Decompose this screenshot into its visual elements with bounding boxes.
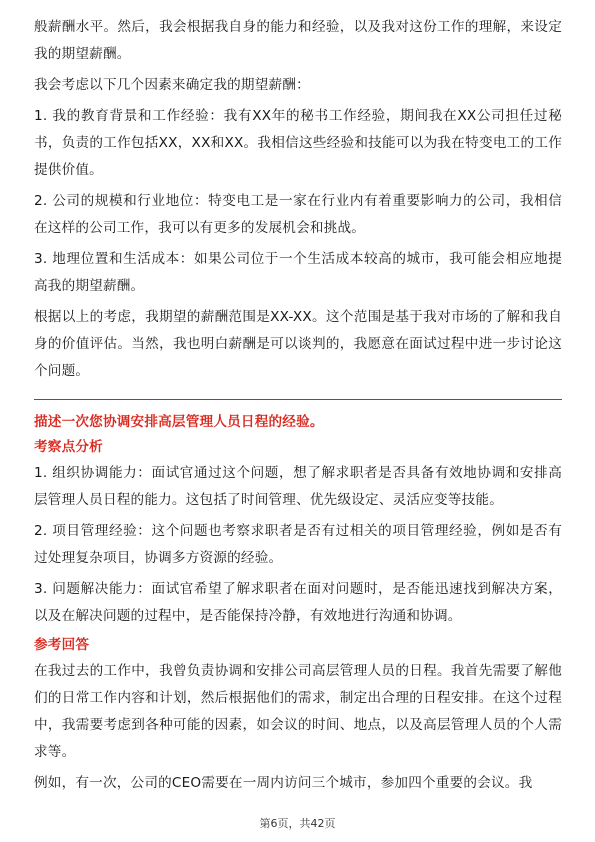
list-item: 2. 公司的规模和行业地位：特变电工是一家在行业内有着重要影响力的公司，我相信在这样的公司工作，我可以有更多的发展机会和挑战。 [34, 193, 562, 236]
list-item: 1. 我的教育背景和工作经验：我有XX年的秘书工作经验，期间我在XX公司担任过秘书，负责的工作包括XX，XX和XX。我相信这些经验和技能可以为我在特变电工的工作提供价值。 [34, 108, 562, 178]
question-title: 描述一次您协调安排高层管理人员日程的经验。 [34, 414, 324, 430]
list-item: 3. 问题解决能力：面试官希望了解求职者在面对问题时，是否能迅速找到解决方案，以及在解决问题的过程中，是否能保持冷静，有效地进行沟通和协调。 [34, 581, 562, 624]
document-page [34, 14, 562, 801]
reference-answer-label: 参考回答 [34, 637, 90, 653]
list-item: 3. 地理位置和生活成本：如果公司位于一个生活成本较高的城市，我可能会相应地提高我的期望薪酬。 [34, 251, 562, 294]
body-paragraph: 我会考虑以下几个因素来确定我的期望薪酬： [34, 77, 310, 93]
list-item: 2. 项目管理经验：这个问题也考察求职者是否有过相关的项目管理经验，例如是否有过处理复杂项目，协调多方资源的经验。 [34, 523, 562, 566]
answer-paragraph: 在我过去的工作中，我曾负责协调和安排公司高层管理人员的日程。我首先需要了解他们的日常工作内容和计划，然后根据他们的需求，制定出合理的日程安排。在这个过程中，我需要考虑到各种可能的因素，如会议的时间、地点，以及高层管理人员的个人需求等。 [34, 663, 562, 760]
body-paragraph: 般薪酬水平。然后，我会根据我自身的能力和经验，以及我对这份工作的理解，来设定我的期望薪酬。 [34, 19, 562, 62]
answer-paragraph: 例如，有一次，公司的CEO需要在一周内访问三个城市，参加四个重要的会议。我 [34, 775, 533, 791]
body-paragraph: 根据以上的考虑，我期望的薪酬范围是XX-XX。这个范围是基于我对市场的了解和我自身的价值评估。当然，我也明白薪酬是可以谈判的，我愿意在面试过程中进一步讨论这个问题。 [34, 309, 562, 379]
page-number: 第6页，共42页 [259, 817, 336, 830]
section-divider [34, 399, 562, 400]
list-item: 1. 组织协调能力：面试官通过这个问题，想了解求职者是否具备有效地协调和安排高层管理人员日程的能力。这包括了时间管理、优先级设定、灵活应变等技能。 [34, 465, 562, 508]
focus-analysis-label: 考察点分析 [34, 439, 103, 455]
